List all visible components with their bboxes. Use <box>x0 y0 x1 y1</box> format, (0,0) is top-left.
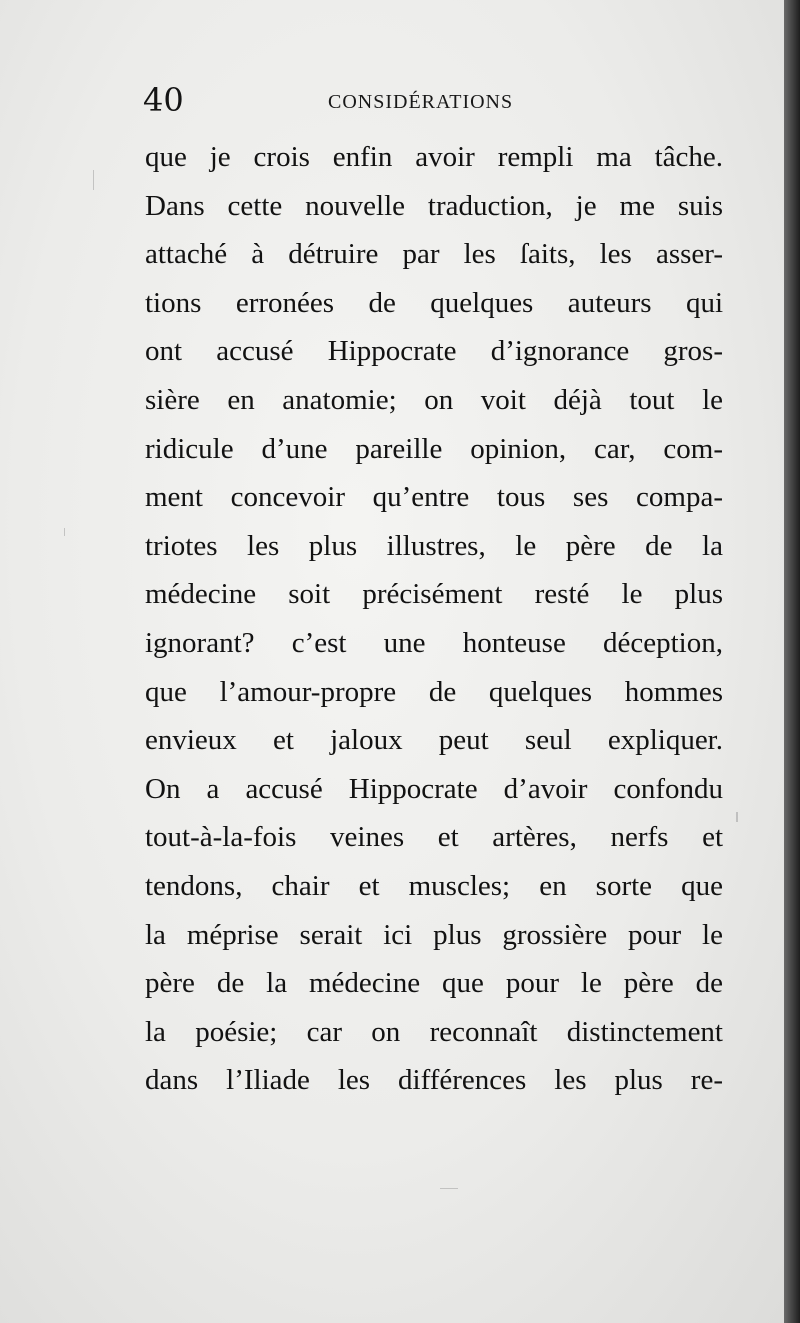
paper-speck <box>736 812 738 822</box>
text-line: dans l’Iliade les différences les plus re- <box>145 1064 723 1097</box>
paper-speck <box>440 1188 458 1189</box>
text-line: tions erronées de quelques auteurs qui <box>145 286 723 319</box>
text-line: que je crois enfin avoir rempli ma tâche. <box>145 141 723 173</box>
body-text <box>145 133 723 1105</box>
text-line: ment concevoir qu’entre tous ses compa- <box>145 481 723 514</box>
text-line: père de la médecine que pour le père de <box>145 967 723 1000</box>
text-line: envieux et jaloux peut seul expliquer. <box>145 724 723 757</box>
text-line: ridicule d’une pareille opinion, car, com- <box>145 432 723 465</box>
text-line: la poésie; car on reconnaît distinctement <box>145 1015 723 1048</box>
paper-speck <box>93 170 94 190</box>
page-edge-shadow <box>784 0 800 1323</box>
text-line: triotes les plus illustres, le père de la <box>145 529 723 562</box>
text-line: attaché à détruire par les ſaits, les asser- <box>145 238 723 271</box>
paper-speck <box>64 528 65 536</box>
page-header <box>0 80 784 120</box>
text-line: la méprise serait ici plus grossière pour le <box>145 918 723 951</box>
page-number: 40 <box>143 81 184 119</box>
text-line: tendons, chair et muscles; en sorte que <box>145 869 723 902</box>
text-line: ignorant? c’est une honteuse déception, <box>145 626 723 659</box>
text-line: tout-à-la-fois veines et artères, nerfs et <box>145 821 723 854</box>
text-line: que l’amour-propre de quelques hommes <box>145 675 723 708</box>
text-line: médecine soit précisément resté le plus <box>145 578 723 611</box>
running-title: CONSIDÉRATIONS <box>328 91 514 113</box>
text-line: Dans cette nouvelle traduction, je me suis <box>145 189 723 222</box>
text-line: sière en anatomie; on voit déjà tout le <box>145 383 723 416</box>
text-line: On a accusé Hippocrate d’avoir confondu <box>145 772 723 805</box>
text-line: ont accusé Hippocrate d’ignorance gros- <box>145 335 723 368</box>
